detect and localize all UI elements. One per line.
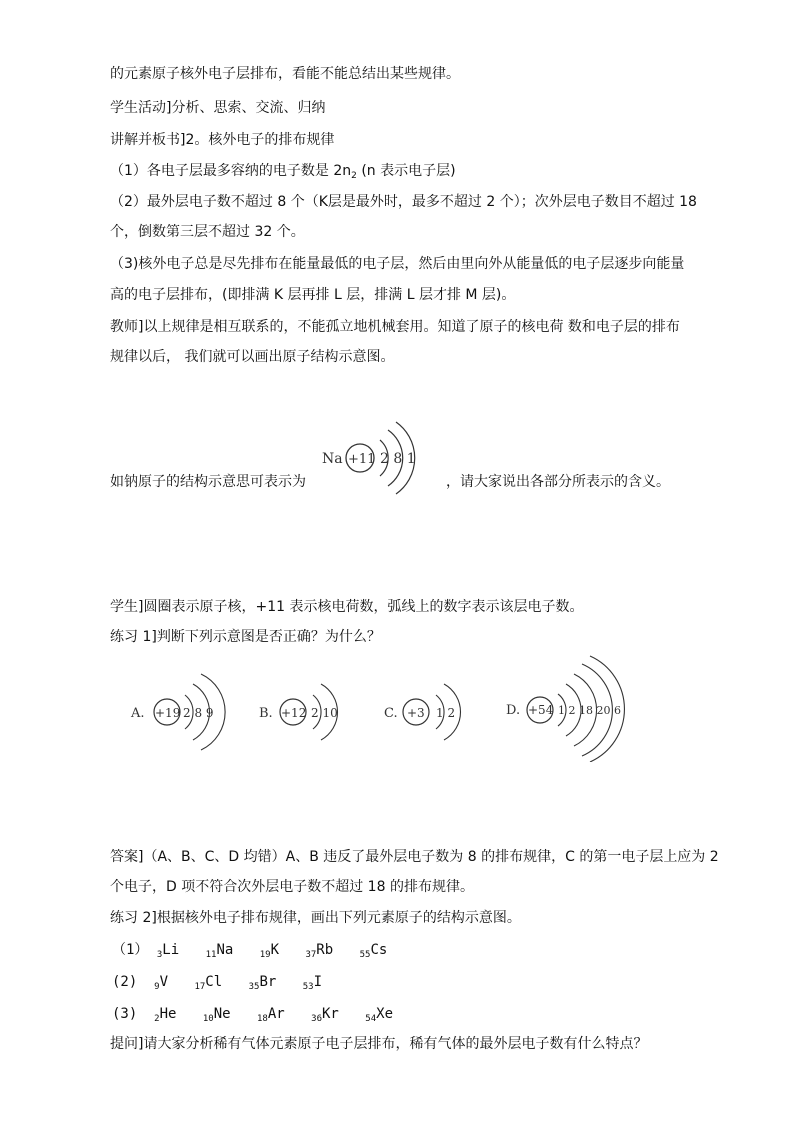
atomic-number: 53	[302, 982, 314, 992]
na-nucleus-charge: +11	[348, 452, 376, 467]
element-entry	[154, 974, 168, 990]
nucleus-charge: +54	[528, 703, 554, 717]
element-symbol: Li	[162, 942, 180, 958]
atomic-number: 35	[248, 982, 260, 992]
element-symbol: V	[159, 974, 169, 990]
text-line-3: 讲解并板书]2。核外电子的排布规律	[110, 132, 335, 148]
element-entry	[203, 1006, 231, 1022]
text-line-15: 个电子，D 项不符合次外层电子数不超过 18 的排布规律。	[110, 879, 474, 895]
element-entry	[260, 942, 279, 958]
atomic-number: 55	[359, 950, 371, 960]
element-symbol: K	[270, 942, 280, 958]
item-label: (2)	[112, 974, 138, 990]
text-line-2: 学生活动]分析、思索、交流、归纳	[110, 100, 326, 116]
diagram-letter: D.	[506, 703, 521, 718]
text-line-10: 规律以后， 我们就可以画出原子结构示意图。	[110, 349, 395, 365]
element-symbol: He	[159, 1006, 177, 1022]
element-symbol: Ar	[267, 1006, 285, 1022]
atomic-number: 19	[259, 950, 271, 960]
element-symbol: Na	[216, 942, 234, 958]
element-symbol: Ne	[213, 1006, 231, 1022]
atomic-number: 37	[305, 950, 317, 960]
exercise-diagram-d	[502, 650, 632, 762]
element-entry	[154, 1006, 176, 1022]
element-symbol: I	[313, 974, 323, 990]
rule-1-subscript: 2	[351, 171, 357, 181]
text-line-5: （2）最外层电子数不超过 8 个（K层是最外时，最多不超过 2 个）；次外层电子数目不超过 18	[110, 194, 697, 210]
text-line-1: 的元素原子核外电子层排布，看能不能总结出某些规律。	[110, 66, 460, 82]
na-intro-tail: ，请大家说出各部分所表示的含义。	[446, 474, 670, 490]
text-line-4	[110, 161, 456, 186]
element-entry	[305, 942, 333, 958]
shell-electrons: 2 8 9	[183, 706, 214, 720]
text-line-9: 教师]以上规律是相互联系的，不能孤立地机械套用。知道了原子的核电荷 数和电子层的排布	[110, 319, 680, 335]
diagram-letter: A.	[131, 706, 145, 721]
element-entry	[206, 942, 234, 958]
element-symbol: Br	[259, 974, 277, 990]
item-label: （1）	[112, 942, 149, 958]
sodium-atom-diagram	[314, 410, 424, 500]
element-list-3	[112, 1004, 411, 1029]
element-entry	[360, 942, 388, 958]
text-line-20: 提问]请大家分析稀有气体元素原子电子层排布，稀有气体的最外层电子数有什么特点？	[110, 1036, 648, 1052]
element-symbol: Kr	[322, 1006, 339, 1022]
element-symbol: Cl	[205, 974, 223, 990]
exercise-diagram-a	[125, 660, 235, 760]
element-list-2	[112, 972, 340, 997]
atomic-number: 18	[257, 1014, 268, 1024]
text-line-7: （3)核外电子总是尽先排布在能量最低的电子层，然后由里向外从能量低的电子层逐步向能量	[110, 256, 685, 272]
text-line-6: 个，倒数第三层不超过 32 个。	[110, 224, 305, 240]
element-entry	[257, 1006, 285, 1022]
element-entry	[157, 942, 179, 958]
element-entry	[311, 1006, 339, 1022]
exercise-diagram-b	[255, 660, 365, 760]
element-entry	[194, 974, 222, 990]
element-symbol: Xe	[376, 1006, 393, 1022]
nucleus-charge: +19	[155, 706, 181, 720]
atomic-number: 10	[202, 1014, 214, 1024]
na-shell-electrons: 2 8 1	[380, 451, 416, 467]
atomic-number: 17	[194, 982, 206, 992]
atomic-number: 3	[156, 950, 163, 960]
exercise-diagram-c	[380, 660, 490, 760]
shell-electrons: 2 10	[311, 706, 338, 720]
item-label: (3)	[112, 1006, 138, 1022]
nucleus-charge: +3	[407, 706, 425, 720]
na-symbol: Na	[322, 451, 343, 467]
shell-electrons: 1 2 18 20 6	[558, 704, 621, 717]
atomic-number: 54	[365, 1014, 377, 1024]
element-list-1	[112, 940, 405, 965]
na-intro-text: 如钠原子的结构示意思可表示为	[110, 474, 306, 490]
diagram-letter: C.	[384, 706, 398, 721]
diagram-letter: B.	[259, 706, 273, 721]
element-entry	[303, 974, 322, 990]
element-symbol: Rb	[316, 942, 334, 958]
text-line-11	[110, 472, 306, 492]
element-symbol: Cs	[370, 942, 388, 958]
atomic-number: 9	[154, 982, 160, 992]
text-line-8: 高的电子层排布，(即排满 K 层再排 L 层，排满 L 层才排 M 层)。	[110, 287, 516, 303]
text-line-14: 答案]（A、B、C、D 均错）A、B 违反了最外层电子数为 8 的排布规律，C 的第一电子层上应为 2	[110, 849, 719, 865]
atomic-number: 11	[205, 950, 217, 960]
rule-1-text: （1）各电子层最多容纳的电子数是 2n	[110, 163, 352, 179]
shell-electrons: 1 2	[436, 706, 456, 720]
element-entry	[365, 1006, 393, 1022]
text-line-16: 练习 2]根据核外电子排布规律，画出下列元素原子的结构示意图。	[110, 910, 521, 926]
atomic-number: 2	[154, 1014, 160, 1024]
element-entry	[249, 974, 277, 990]
nucleus-charge: +12	[281, 706, 307, 720]
text-line-13: 练习 1]判断下列示意图是否正确？为什么？	[110, 629, 381, 645]
atomic-number: 36	[311, 1014, 322, 1024]
rule-1-tail: (n 表示电子层)	[356, 163, 456, 179]
text-line-12: 学生]圆圈表示原子核，+11 表示核电荷数，弧线上的数字表示该层电子数。	[110, 599, 584, 615]
